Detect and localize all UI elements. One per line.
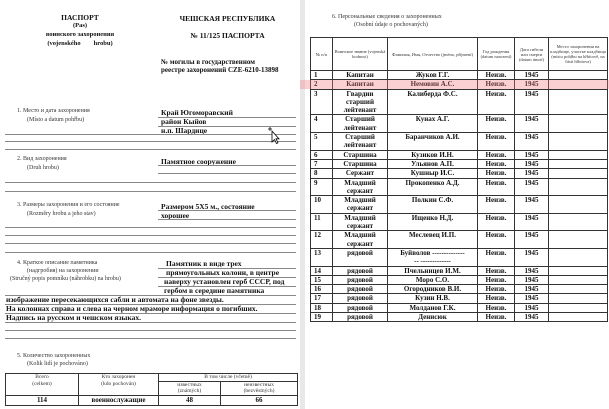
header-known: известных (známých)	[159, 381, 221, 395]
birth-date: Неизв.	[478, 213, 515, 231]
section-4-value: прямоугольных колонн, в центре	[166, 268, 280, 277]
table-row	[311, 80, 608, 89]
death-date: 1945	[515, 133, 549, 151]
birth-date: Неизв.	[478, 80, 515, 89]
full-name: Немовин А.С.	[388, 80, 478, 89]
full-name: Кузиков И.Н.	[388, 150, 478, 159]
registry-line: № могилы в государственном	[161, 58, 255, 66]
doc-subtitle-cz: (vojenského hrobu)	[47, 40, 113, 47]
section-1-value: н.п. Шардице	[161, 126, 208, 135]
death-date: 1945	[515, 196, 549, 214]
row-number: 19	[311, 313, 333, 322]
burial-place	[549, 159, 608, 168]
full-name: Кузин Н.В.	[388, 294, 478, 303]
table-row	[311, 231, 608, 249]
birth-date: Неизв.	[478, 159, 515, 168]
rank: рядовой	[333, 313, 388, 322]
total-count: 114	[6, 395, 79, 405]
burial-place	[549, 169, 608, 178]
full-name: Огородников В.И.	[388, 285, 478, 294]
section-4-value: Памятник в виде трех	[166, 259, 242, 268]
full-name: Жуков Г.Г.	[388, 71, 478, 80]
page-divider	[300, 0, 305, 409]
column-header: Год рождения (datum narození)	[478, 38, 515, 71]
personal-data-table	[310, 37, 608, 322]
burial-place	[549, 294, 608, 303]
table-row	[311, 159, 608, 168]
death-date: 1945	[515, 115, 549, 133]
column-header: Место захоронения на кладбище, участке кладбища (místo pohřbu na hřbitově, na části hřbitova)	[549, 38, 608, 71]
full-name: Денисюк	[388, 313, 478, 322]
column-header: Воинское звание (vojenská hodnost)	[333, 38, 388, 71]
death-date: 1945	[515, 178, 549, 196]
death-date: 1945	[515, 248, 549, 266]
known-count: 48	[159, 395, 221, 405]
burial-place	[549, 80, 608, 89]
header-including: В том числе (včetně)	[159, 374, 298, 382]
row-number: 11	[311, 213, 333, 231]
passport-number: № 11/125 ПАСПОРТА	[190, 31, 265, 40]
rank: Старший лейтенант	[333, 115, 388, 133]
section-2-label-cz: (Druh hrobu)	[27, 165, 59, 171]
row-number: 16	[311, 285, 333, 294]
section-4-value: гербом в середине памятника	[164, 286, 265, 295]
birth-date: Неизв.	[478, 89, 515, 115]
table-row	[311, 89, 608, 115]
registry-line: реестре захоронений CZE-6210-13898	[161, 66, 279, 74]
table-row	[311, 303, 608, 312]
full-name: Буйволов ---------------- -------------	[388, 248, 478, 266]
death-date: 1945	[515, 231, 549, 249]
burial-place	[549, 275, 608, 284]
rank: Гвардии старший лейтенант	[333, 89, 388, 115]
rank: рядовой	[333, 285, 388, 294]
section-4-text: изображение пересекающихся сабли и автомата на фоне звезды.	[6, 295, 224, 304]
section-4-label: 4. Краткое описание памятника	[17, 260, 98, 266]
birth-date: Неизв.	[478, 285, 515, 294]
birth-date: Неизв.	[478, 150, 515, 159]
header-who: Кто захоронен (kdo pochován)	[79, 374, 159, 396]
full-name: Пчельницев И.М.	[388, 266, 478, 275]
section-3-value: Размером 5Х5 м., состояние	[161, 202, 255, 211]
full-name: Ищенко Н.Д.	[388, 213, 478, 231]
birth-date: Неизв.	[478, 275, 515, 284]
column-header: № п/п	[311, 38, 333, 71]
death-date: 1945	[515, 313, 549, 322]
rank: Капитан	[333, 80, 388, 89]
column-header: Фамилия, Имя, Отчество (jméno, příjmení)	[388, 38, 478, 71]
table-row	[311, 294, 608, 303]
who-buried: военнослужащие	[79, 395, 159, 405]
table-row	[311, 285, 608, 294]
burial-place	[549, 213, 608, 231]
rank: Сержант	[333, 169, 388, 178]
section-5-label: 5. Количество захороненных	[17, 353, 91, 359]
section-1-value: район Кыйов	[161, 117, 207, 126]
full-name: Кушныр И.С.	[388, 169, 478, 178]
death-date: 1945	[515, 89, 549, 115]
birth-date: Неизв.	[478, 231, 515, 249]
rank: рядовой	[333, 266, 388, 275]
burial-place	[549, 285, 608, 294]
full-name: Баранчиков А.И.	[388, 133, 478, 151]
rank: Старшина	[333, 150, 388, 159]
section-4-value: наверху установлен герб СССР, под	[164, 277, 285, 286]
table-row	[311, 275, 608, 284]
rank: Младший сержант	[333, 231, 388, 249]
rank: рядовой	[333, 275, 388, 284]
rank: рядовой	[333, 294, 388, 303]
section-3-label-cz: (Rozměry hrobu a jeho stav)	[27, 211, 96, 217]
birth-date: Неизв.	[478, 248, 515, 266]
row-number: 9	[311, 178, 333, 196]
table-row	[311, 150, 608, 159]
birth-date: Неизв.	[478, 169, 515, 178]
full-name: Прокопенко А.Д.	[388, 178, 478, 196]
burial-place	[549, 303, 608, 312]
row-number: 5	[311, 133, 333, 151]
death-date: 1945	[515, 266, 549, 275]
section-1-value: Край Югоморавский	[161, 108, 233, 117]
birth-date: Неизв.	[478, 313, 515, 322]
section-3-label: 3. Размеры захоронения и его состояние	[17, 202, 120, 208]
row-number: 3	[311, 89, 333, 115]
birth-date: Неизв.	[478, 178, 515, 196]
section-6-label-cz: (Osobní údaje o pochovaných)	[354, 22, 428, 28]
burial-place	[549, 266, 608, 275]
full-name: Ульянов А.П.	[388, 159, 478, 168]
doc-title: ПАСПОРТ	[61, 13, 99, 22]
row-number: 18	[311, 303, 333, 312]
birth-date: Неизв.	[478, 303, 515, 312]
table-row	[311, 133, 608, 151]
row-number: 17	[311, 294, 333, 303]
burial-place	[549, 115, 608, 133]
row-number: 4	[311, 115, 333, 133]
table-row	[311, 196, 608, 214]
row-number: 15	[311, 275, 333, 284]
rank: Старшина	[333, 159, 388, 168]
table-row	[311, 213, 608, 231]
column-header: Дата гибели или смерти (datum úmrtí)	[515, 38, 549, 71]
table-row	[311, 71, 608, 80]
row-number: 12	[311, 231, 333, 249]
burial-count-table	[5, 373, 298, 406]
burial-place	[549, 133, 608, 151]
row-number: 7	[311, 159, 333, 168]
full-name: Меслевец И.П.	[388, 231, 478, 249]
table-row	[311, 313, 608, 322]
table-row	[311, 115, 608, 133]
burial-place	[549, 150, 608, 159]
full-name: Полкин С.Ф.	[388, 196, 478, 214]
burial-place	[549, 178, 608, 196]
rank: Капитан	[333, 71, 388, 80]
rank: рядовой	[333, 303, 388, 312]
row-number: 1	[311, 71, 333, 80]
row-number: 14	[311, 266, 333, 275]
table-row	[311, 169, 608, 178]
row-number: 13	[311, 248, 333, 266]
burial-place	[549, 248, 608, 266]
rank: Младший сержант	[333, 213, 388, 231]
section-4-text: Надпись на русском и чешском языках.	[6, 313, 141, 322]
burial-place	[549, 231, 608, 249]
row-number: 2	[311, 80, 333, 89]
section-5-label-cz: (Kolik lidí je pochováno)	[27, 361, 88, 367]
rank: Младший сержант	[333, 178, 388, 196]
row-number: 6	[311, 150, 333, 159]
header-unknown: неизвестных (bezvěstných)	[221, 381, 298, 395]
section-4-text: На колоннах справа и слева на черном мраморе информация о погибших.	[6, 304, 258, 313]
full-name: Калиберда Ф.С.	[388, 89, 478, 115]
death-date: 1945	[515, 159, 549, 168]
section-4-label: (надгробия) на захоронении	[27, 268, 99, 274]
death-date: 1945	[515, 169, 549, 178]
full-name: Молданов Г.К.	[388, 303, 478, 312]
death-date: 1945	[515, 294, 549, 303]
rank: Младший сержант	[333, 196, 388, 214]
doc-title-cz: (Pas)	[72, 22, 88, 29]
death-date: 1945	[515, 213, 549, 231]
section-3-value: хорошее	[161, 211, 190, 220]
rank: Старший лейтенант	[333, 133, 388, 151]
full-name: Кунах А.Г.	[388, 115, 478, 133]
death-date: 1945	[515, 285, 549, 294]
burial-place	[549, 89, 608, 115]
death-date: 1945	[515, 275, 549, 284]
death-date: 1945	[515, 71, 549, 80]
section-2-value: Памятное сооружение	[161, 157, 236, 166]
row-number: 10	[311, 196, 333, 214]
table-row	[311, 178, 608, 196]
death-date: 1945	[515, 303, 549, 312]
table-row	[311, 248, 608, 266]
section-6-label: 6. Персональные сведения о захороненных	[332, 14, 442, 20]
birth-date: Неизв.	[478, 294, 515, 303]
birth-date: Неизв.	[478, 71, 515, 80]
section-1-label: 1. Место и дата захоронения	[17, 108, 90, 114]
birth-date: Неизв.	[478, 266, 515, 275]
full-name: Моро С.О.	[388, 275, 478, 284]
section-2-label: 2. Вид захоронения	[17, 156, 67, 162]
birth-date: Неизв.	[478, 133, 515, 151]
section-4-label-cz: (Stručný popis pomníku (náhrobku) na hrobu)	[10, 276, 121, 282]
birth-date: Неизв.	[478, 115, 515, 133]
burial-place	[549, 313, 608, 322]
doc-subtitle: воинского захоронения	[45, 31, 115, 38]
death-date: 1945	[515, 150, 549, 159]
table-row	[311, 266, 608, 275]
section-1-label-cz: (Místo a datum pohřbu)	[27, 117, 85, 123]
header-total: Всего (celkem)	[6, 374, 79, 396]
birth-date: Неизв.	[478, 196, 515, 214]
burial-place	[549, 196, 608, 214]
rank: рядовой	[333, 248, 388, 266]
burial-place	[549, 71, 608, 80]
row-number: 8	[311, 169, 333, 178]
country: ЧЕШСКАЯ РЕСПУБЛИКА	[179, 14, 276, 23]
mouse-cursor-icon	[266, 126, 280, 144]
unknown-count: 66	[221, 395, 298, 405]
death-date: 1945	[515, 80, 549, 89]
